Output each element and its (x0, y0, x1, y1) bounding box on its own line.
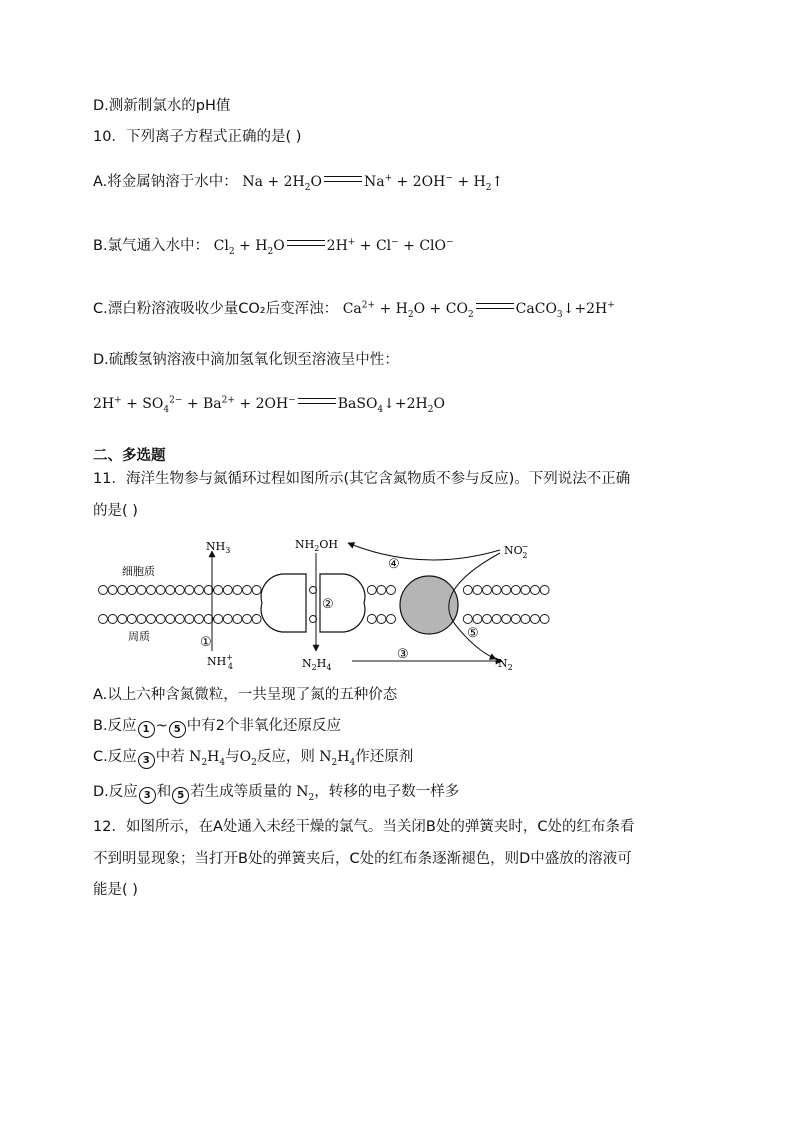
lipid-head (118, 586, 127, 595)
lipid-head (118, 615, 127, 624)
circled-number: 1 (138, 721, 155, 738)
lipid-head (252, 586, 261, 595)
lipid-head (99, 586, 108, 595)
q10-stem: 10．下列离子方程式正确的是( ) (93, 129, 302, 145)
lipid-head (492, 586, 501, 595)
label-cytoplasm: 细胞质 (122, 565, 155, 578)
lipid-head (175, 615, 184, 624)
q10-option-a (93, 172, 503, 192)
lipid-head (463, 615, 472, 624)
lipid-head (540, 586, 549, 595)
equation-a: $Na + 2H_2O$ $Na^+ + 2OH^- + H_2↑$ (242, 173, 504, 193)
q10-option-d: D.硫酸氢钠溶液中滴加氢氧化钡至溶液呈中性： (93, 352, 399, 368)
step-1-label: ① (200, 635, 212, 650)
lipid-head (166, 615, 175, 624)
lipid-head (185, 615, 194, 624)
lipid-head (367, 615, 376, 624)
label-no2: NO− 2 (504, 542, 529, 560)
protein-left (261, 574, 306, 632)
lipid-head (156, 615, 165, 624)
lipid-head (367, 586, 376, 595)
equation-d: $2H^+ + SO_4^{2-} + Ba^{2+} + 2OH^-$ $BaSO_4↓+2H_2O$ (93, 395, 445, 415)
nitrogen-cycle-diagram (92, 533, 552, 673)
option-c-text: C.漂白粉溶液吸收少量CO₂后变浑浊： (93, 301, 339, 317)
section-title: 二、多选题 (93, 448, 166, 464)
option-a-text: A.将金属钠溶于水中： (93, 174, 238, 190)
q11-option-c: C.反应 3 中若 $N_2H_4$与$O_2$反应，则 $N_2H_4$作还原剂 (93, 749, 414, 768)
label-periplasm: 周质 (128, 630, 150, 643)
circled-number: 5 (169, 721, 186, 738)
circled-number: 3 (139, 787, 156, 804)
lipid-head (147, 586, 156, 595)
label-n2h4: $N_2H_4$ (302, 657, 332, 672)
lipid-head (531, 615, 540, 624)
lipid-head (387, 615, 396, 624)
lipid-head (99, 615, 108, 624)
label-nh4: NH+ 4 (207, 653, 234, 671)
q12-line1: 12．如图所示，在A处通入未经干燥的氯气。当关闭B处的弹簧夹时，C处的红布条看 (93, 819, 635, 835)
lipid-head (214, 615, 223, 624)
lipid-head (521, 615, 530, 624)
lipid-head (223, 586, 232, 595)
lipid-head (185, 586, 194, 595)
lipid-head (473, 615, 482, 624)
lipid-head (511, 586, 520, 595)
lipid-head (195, 586, 204, 595)
lipid-head (137, 615, 146, 624)
lipid-head (502, 586, 511, 595)
lipid-head (483, 586, 492, 595)
lipid-head (463, 586, 472, 595)
lipid-head (511, 615, 520, 624)
lipid-head (233, 615, 242, 624)
equation-b: $Cl_2 + H_2O$ 2H+ + Cl− + ClO− (213, 237, 454, 257)
lipid-head (310, 616, 317, 623)
circled-number: 3 (138, 752, 155, 769)
label-nh3: $NH_3$ (206, 540, 231, 555)
lipid-head (521, 586, 530, 595)
lipid-head (108, 586, 117, 595)
q11-stem-line2: 的是( ) (93, 503, 138, 519)
lipid-head (502, 615, 511, 624)
lipid-head (147, 615, 156, 624)
q11-stem-line1: 11．海洋生物参与氮循环过程如图所示(其它含氮物质不参与反应)。下列说法不正确 (93, 471, 631, 487)
q12-line3: 能是( ) (93, 882, 138, 898)
lipid-head (214, 586, 223, 595)
step-4-label: ④ (388, 557, 400, 572)
lipid-head (473, 586, 482, 595)
q11-option-d: D.反应 3 和 5 若生成等质量的 $N_2$，转移的电子数一样多 (93, 784, 460, 803)
lipid-head (387, 586, 396, 595)
lipid-head (492, 615, 501, 624)
lipid-head (483, 615, 492, 624)
lipid-head (195, 615, 204, 624)
lipid-head (531, 586, 540, 595)
lipid-head (540, 615, 549, 624)
step-5-label: ⑤ (467, 626, 479, 641)
lipid-head (377, 615, 386, 624)
lipid-head (127, 586, 136, 595)
step-3-label: ③ (397, 647, 409, 662)
lipid-head (175, 586, 184, 595)
q10-option-b (93, 236, 454, 256)
q12-line2: 不到明显现象；当打开B处的弹簧夹后，C处的红布条逐渐褪色，则D中盛放的溶液可 (93, 851, 632, 867)
step-2-label: ② (322, 597, 334, 612)
q10-option-c (93, 299, 615, 319)
q11-option-b: B.反应 1 ~ 5 中有2个非氧化还原反应 (93, 716, 341, 738)
lipid-head (127, 615, 136, 624)
lipid-head (243, 586, 252, 595)
equation-c: $Ca^{2+} + H_2O + CO_2$ CaCO$_3$↓+2H+ (342, 300, 615, 320)
label-n2: $N_2$ (498, 657, 513, 672)
lipid-head (223, 615, 232, 624)
lipid-head (310, 587, 317, 594)
option-b-text: B.氯气通入水中： (93, 238, 210, 254)
lipid-head (166, 586, 175, 595)
lipid-head (156, 586, 165, 595)
lipid-head (108, 615, 117, 624)
lipid-head (233, 586, 242, 595)
arrow-4 (348, 543, 500, 560)
circled-number: 5 (172, 787, 189, 804)
q9-option-d: D.测新制氯水的pH值 (93, 98, 231, 114)
label-nh2oh: $NH_2OH$ (295, 538, 338, 553)
lipid-head (377, 586, 386, 595)
lipid-head (243, 615, 252, 624)
lipid-head (137, 586, 146, 595)
lipid-head (252, 615, 261, 624)
q11-option-a: A.以上六种含氮微粒，一共呈现了氮的五种价态 (93, 687, 398, 703)
